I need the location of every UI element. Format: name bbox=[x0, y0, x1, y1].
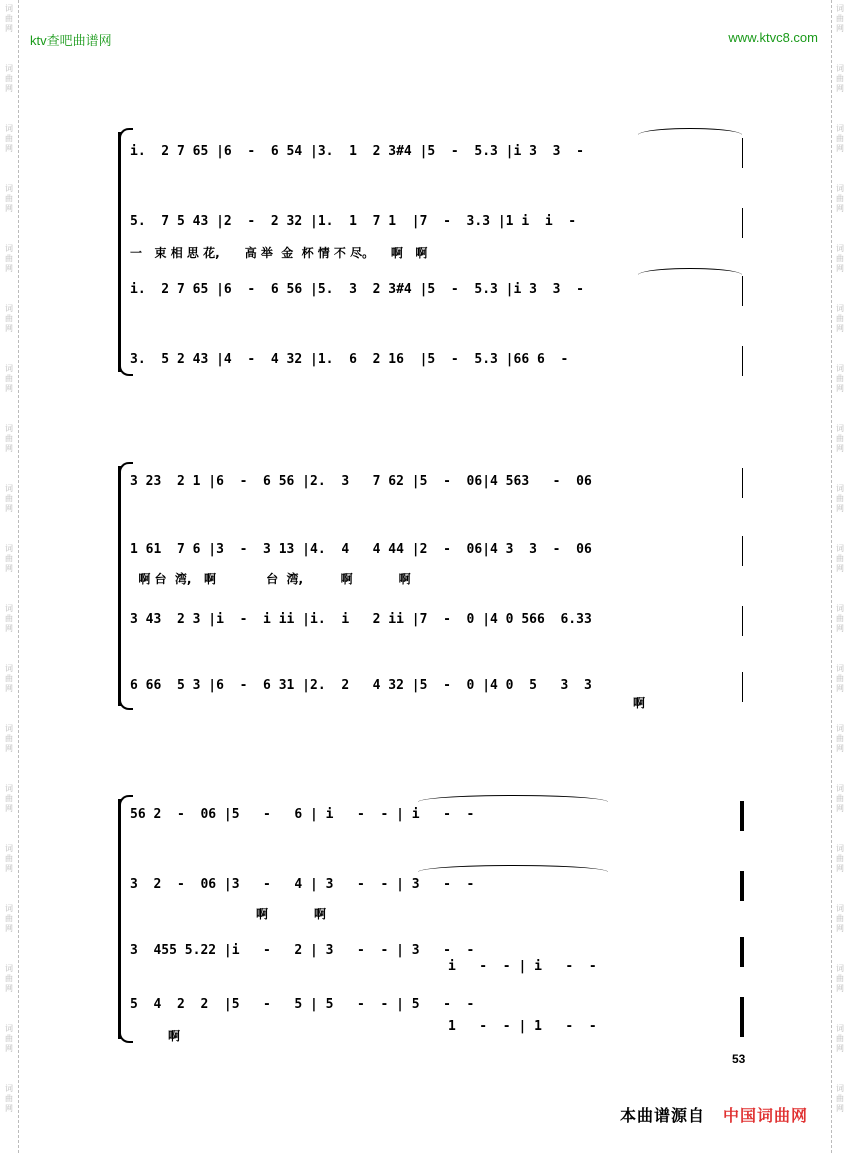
lyrics-bass: 啊 bbox=[168, 1029, 181, 1043]
staff-tenor: i. 2 7 65 |6 - 6 56 |5. 3 2 3#4 |5 - 5.3 |i 3 3 - bbox=[130, 282, 584, 297]
tie bbox=[638, 128, 742, 135]
bar-line bbox=[742, 468, 743, 498]
watermark-text: 词 曲 网 bbox=[836, 964, 844, 993]
watermark-text: 词 曲 网 bbox=[5, 304, 13, 333]
system-brace bbox=[118, 466, 129, 706]
watermark-text: 词 曲 网 bbox=[836, 124, 844, 153]
watermark-text: 词 曲 网 bbox=[5, 784, 13, 813]
staff-bass: 6 66 5 3 |6 - 6 31 |2. 2 4 32 |5 - 0 |4 0 5 3 3 bbox=[130, 678, 592, 693]
score-system-1 bbox=[118, 128, 748, 378]
tie bbox=[418, 795, 608, 802]
watermark-text: 词 曲 网 bbox=[836, 64, 844, 93]
watermark-text: 词 曲 网 bbox=[5, 124, 13, 153]
staff-soprano: i. 2 7 65 |6 - 6 54 |3. 1 2 3#4 |5 - 5.3 |i 3 3 - bbox=[130, 144, 584, 159]
watermark-text: 词 曲 网 bbox=[836, 424, 844, 453]
system-brace bbox=[118, 132, 129, 372]
lyrics-bass: 啊 bbox=[633, 696, 646, 710]
lyrics-line: 啊 啊 bbox=[256, 907, 326, 921]
score-system-3 bbox=[118, 795, 748, 1045]
staff-tenor-lower: i - - | i - - bbox=[448, 959, 597, 974]
staff-tenor: 3 455 5.22 |i - 2 | 3 - - | 3 - - bbox=[130, 943, 475, 958]
staff-bass-lower: 1 - - | 1 - - bbox=[448, 1019, 597, 1034]
staff-soprano: 56 2 - 06 |5 - 6 | i - - | i - - bbox=[130, 807, 475, 822]
watermark-text: 词 曲 网 bbox=[836, 784, 844, 813]
watermark-text: 词 曲 网 bbox=[836, 904, 844, 933]
bar-line bbox=[742, 606, 743, 636]
watermark-text: 词 曲 网 bbox=[5, 484, 13, 513]
lyrics-line: 一 束 相 思 花, 高 举 金 杯 情 不 尽。 啊 啊 bbox=[130, 246, 428, 260]
watermark-text: 词 曲 网 bbox=[836, 304, 844, 333]
page-number: 53 bbox=[732, 1052, 746, 1066]
lyrics-line: 啊 台 湾, 啊 台 湾, 啊 啊 bbox=[130, 572, 411, 586]
final-bar-line bbox=[740, 997, 744, 1037]
footer-source bbox=[620, 1103, 808, 1126]
bar-line bbox=[742, 536, 743, 566]
bar-line bbox=[742, 672, 743, 702]
watermark-text: 词 曲 网 bbox=[836, 184, 844, 213]
final-bar-line bbox=[740, 801, 744, 831]
watermark-text: 词 曲 网 bbox=[836, 844, 844, 873]
watermark-text: 词 曲 网 bbox=[5, 4, 13, 33]
tie bbox=[418, 865, 608, 872]
watermark-text: 词 曲 网 bbox=[5, 664, 13, 693]
staff-tenor: 3 43 2 3 |i - i ii |i. i 2 ii |7 - 0 |4 0 566 6.33 bbox=[130, 612, 592, 627]
watermark-text: 词 曲 网 bbox=[836, 604, 844, 633]
staff-alto: 1 61 7 6 |3 - 3 13 |4. 4 4 44 |2 - 06|4 3 3 - 06 bbox=[130, 542, 592, 557]
bar-line bbox=[742, 208, 743, 238]
system-brace bbox=[118, 799, 129, 1039]
staff-bass: 3. 5 2 43 |4 - 4 32 |1. 6 2 16 |5 - 5.3 |66 6 - bbox=[130, 352, 569, 367]
bar-line bbox=[742, 346, 743, 376]
watermark-text: 词 曲 网 bbox=[836, 1084, 844, 1113]
site-url-right: www.ktvc8.com bbox=[728, 30, 818, 45]
watermark-text: 词 曲 网 bbox=[5, 964, 13, 993]
watermark-text: 词 曲 网 bbox=[836, 244, 844, 273]
watermark-text: 词 曲 网 bbox=[5, 544, 13, 573]
staff-soprano: 3 23 2 1 |6 - 6 56 |2. 3 7 62 |5 - 06|4 563 - 06 bbox=[130, 474, 592, 489]
watermark-text: 词 曲 网 bbox=[5, 904, 13, 933]
staff-alto: 5. 7 5 43 |2 - 2 32 |1. 1 7 1 |7 - 3.3 |1 i i - bbox=[130, 214, 577, 229]
footer-source-site: 中国词曲网 bbox=[723, 1108, 809, 1125]
watermark-text: 词 曲 网 bbox=[836, 484, 844, 513]
tie bbox=[638, 268, 742, 275]
watermark-text: 词 曲 网 bbox=[836, 4, 844, 33]
watermark-text: 词 曲 网 bbox=[5, 1024, 13, 1053]
watermark-text: 词 曲 网 bbox=[5, 424, 13, 453]
watermark-text: 词 曲 网 bbox=[836, 1024, 844, 1053]
staff-alto: 3 2 - 06 |3 - 4 | 3 - - | 3 - - bbox=[130, 877, 475, 892]
watermark-text: 词 曲 网 bbox=[5, 184, 13, 213]
watermark-text: 词 曲 网 bbox=[5, 64, 13, 93]
score-system-2 bbox=[118, 462, 748, 712]
staff-bass: 5 4 2 2 |5 - 5 | 5 - - | 5 - - bbox=[130, 997, 475, 1012]
watermark-text: 词 曲 网 bbox=[5, 724, 13, 753]
footer-source-label: 本曲谱源自 bbox=[620, 1108, 706, 1125]
watermark-text: 词 曲 网 bbox=[5, 844, 13, 873]
watermark-text: 词 曲 网 bbox=[5, 244, 13, 273]
bar-line bbox=[742, 276, 743, 306]
bar-line bbox=[742, 138, 743, 168]
final-bar-line bbox=[740, 871, 744, 901]
watermark-text: 词 曲 网 bbox=[836, 544, 844, 573]
watermark-text: 词 曲 网 bbox=[836, 664, 844, 693]
watermark-text: 词 曲 网 bbox=[5, 1084, 13, 1113]
watermark-text: 词 曲 网 bbox=[836, 724, 844, 753]
final-bar-line bbox=[740, 937, 744, 967]
watermark-text: 词 曲 网 bbox=[5, 364, 13, 393]
watermark-text: 词 曲 网 bbox=[836, 364, 844, 393]
site-name-left: ktv查吧曲谱网 bbox=[30, 33, 112, 48]
watermark-text: 词 曲 网 bbox=[5, 604, 13, 633]
